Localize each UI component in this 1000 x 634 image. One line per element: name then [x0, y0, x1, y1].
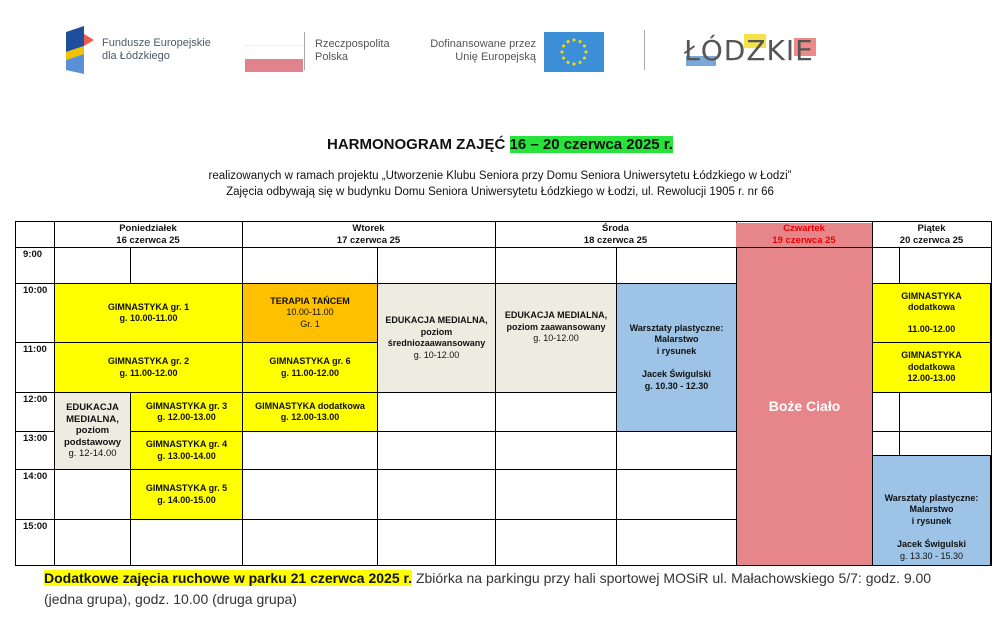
lodzkie-logo-text: ŁÓDZKIE	[684, 34, 814, 67]
day-name: Wtorek	[352, 223, 385, 234]
class-time: 11.00-12.00	[907, 323, 956, 334]
page-title	[0, 136, 1000, 153]
class-cell-tuesday-gymnastics-6	[242, 342, 378, 393]
eu-logo-line2: Unię Europejską	[455, 51, 536, 63]
day-name: Piątek	[917, 223, 946, 234]
class-cell-friday-gymnastics-extra-1	[872, 283, 991, 343]
lodzkie-logo	[684, 32, 834, 72]
day-date: 17 czerwca 25	[336, 235, 401, 246]
day-header-monday	[54, 223, 242, 247]
day-header-thursday	[736, 223, 872, 247]
class-title: Warsztaty plastyczne:	[884, 492, 979, 503]
class-group: Gr. 1	[300, 318, 320, 329]
class-cell-monday-gymnastics-2	[54, 342, 243, 393]
class-title: GIMNASTYKA gr. 3	[145, 400, 228, 411]
class-cell-monday-gymnastics-4	[130, 431, 243, 470]
class-level: poziom	[420, 326, 453, 337]
class-cell-monday-gymnastics-1	[54, 283, 243, 343]
class-title: Malarstwo	[654, 334, 699, 345]
fe-logo-line1: Fundusze Europejskie	[102, 37, 211, 49]
day-date: 20 czerwca 25	[899, 235, 964, 246]
day-header-tuesday	[242, 223, 495, 247]
eu-logo-text	[410, 38, 536, 64]
note-details: Zbiórka na parkingu przy hali sportowej MOSiR ul. Małachowskiego 5/7: godz. 9.00 (jedna grupa), godz. 10.00 (druga grupa)	[44, 570, 932, 607]
class-time: g. 12.00-13.00	[280, 412, 340, 422]
fe-logo-line2: dla Łódzkiego	[102, 50, 170, 62]
class-time: g. 13.00-14.00	[157, 450, 216, 461]
class-title: i rysunek	[911, 515, 952, 526]
day-date: 19 czerwca 25	[772, 235, 836, 246]
day-date: 16 czerwca 25	[116, 235, 180, 246]
divider	[644, 30, 645, 70]
class-cell-tuesday-gymnastics-extra	[242, 392, 378, 432]
rp-logo-text	[315, 38, 390, 64]
class-level: poziom	[75, 425, 110, 437]
class-title: i rysunek	[656, 345, 697, 356]
class-title: dodatkowa	[907, 361, 955, 372]
class-cell-tuesday-dance-therapy	[242, 283, 378, 343]
class-cell-friday-gymnastics-extra-2	[872, 342, 991, 393]
class-time: 10.00-11.00	[286, 307, 334, 318]
time-label: 14:00	[23, 471, 48, 482]
time-label: 12:00	[23, 394, 48, 405]
class-time: g. 11.00-12.00	[280, 367, 340, 378]
day-name: Czwartek	[783, 223, 825, 234]
class-title: TERAPIA TAŃCEM	[270, 295, 350, 306]
class-title: EDUKACJA	[66, 402, 119, 414]
holiday-cell-thursday	[736, 247, 873, 565]
class-cell-monday-media-basic	[54, 392, 131, 470]
class-cell-wednesday-art-workshop	[616, 283, 737, 432]
class-cell-tuesday-media-intermediate	[377, 283, 496, 393]
title-prefix: HARMONOGRAM ZAJĘĆ	[327, 136, 510, 153]
class-time: g. 12.00-13.00	[157, 412, 216, 422]
time-label: 10:00	[23, 285, 48, 296]
class-cell-monday-gymnastics-5	[130, 469, 243, 520]
time-label: 13:00	[23, 433, 48, 444]
subtitle-project: realizowanych w ramach projektu „Utworzenie Klubu Seniora przy Domu Seniora Uniwersytetu Łódzkiego w Łodzi”	[208, 170, 792, 182]
class-title: Warsztaty plastyczne:	[629, 322, 724, 333]
subtitle-location: Zajęcia odbywają się w budynku Domu Seniora Uniwersytetu Łódzkiego w Łodzi, ul. Rewolucji 1905 r. nr 66	[226, 186, 774, 198]
eu-flag-icon	[544, 32, 604, 72]
class-level: podstawowy	[63, 436, 121, 448]
class-time: 12.00-13.00	[907, 373, 956, 384]
day-date: 18 czerwca 25	[583, 235, 648, 246]
class-time: g. 10.30 - 12.30	[644, 380, 709, 391]
class-cell-monday-gymnastics-3	[130, 392, 243, 432]
day-name: Poniedziałek	[119, 223, 177, 234]
additional-activity-note	[44, 568, 944, 610]
class-time: g. 13.30 - 15.30	[899, 550, 964, 561]
title-dates: 16 – 20 czerwca 2025 r.	[509, 136, 673, 153]
class-time: g. 10.00-11.00	[119, 313, 178, 323]
class-title: GIMNASTYKA dodatkowa	[255, 400, 365, 411]
time-label: 11:00	[23, 344, 47, 355]
class-cell-wednesday-media-advanced	[495, 283, 617, 393]
class-cell-friday-art-workshop	[872, 455, 991, 565]
class-level: poziom zaawansowany	[506, 321, 606, 332]
class-title: dodatkowa	[907, 302, 955, 313]
day-header-friday	[872, 223, 991, 247]
class-title: GIMNASTYKA	[901, 290, 962, 301]
divider	[304, 32, 305, 70]
class-title: MEDIALNA,	[66, 413, 119, 425]
note-highlight: Dodatkowe zajęcia ruchowe w parku 21 czerwca 2025 r.	[44, 570, 413, 586]
class-time: g. 11.00-12.00	[119, 367, 178, 378]
class-time: g. 10-12.00	[413, 349, 460, 360]
day-header-wednesday	[495, 223, 736, 247]
rp-logo-line1: Rzeczpospolita	[315, 38, 390, 50]
polish-flag	[245, 45, 303, 72]
day-name: Środa	[602, 223, 629, 234]
class-time: g. 14.00-15.00	[157, 494, 216, 505]
class-title: GIMNASTYKA gr. 1	[107, 301, 190, 312]
fe-logo	[66, 26, 94, 74]
instructor-name: Jacek Świgulski	[641, 369, 712, 380]
time-label: 15:00	[23, 521, 48, 532]
class-title: GIMNASTYKA gr. 2	[107, 356, 190, 366]
fe-logo-text	[102, 37, 211, 63]
class-title: GIMNASTYKA gr. 5	[145, 483, 228, 493]
class-title: GIMNASTYKA gr. 4	[145, 439, 228, 449]
class-title: EDUKACJA MEDIALNA,	[504, 310, 608, 320]
class-time: g. 10-12.00	[533, 333, 579, 343]
class-title: Malarstwo	[909, 504, 954, 514]
class-title: GIMNASTYKA gr. 6	[269, 356, 351, 366]
eu-logo-line1: Dofinansowane przez	[430, 38, 536, 50]
rp-logo-line2: Polska	[315, 51, 349, 63]
class-time: g. 12-14.00	[68, 448, 117, 460]
schedule-table	[15, 221, 992, 566]
holiday-title: Boże Ciało	[768, 397, 841, 414]
class-level: średniozaawansowany	[387, 338, 486, 348]
instructor-name: Jacek Świgulski	[896, 539, 967, 549]
class-title: GIMNASTYKA	[901, 350, 962, 361]
class-title: EDUKACJA MEDIALNA,	[385, 315, 488, 325]
time-label: 9:00	[23, 249, 43, 260]
